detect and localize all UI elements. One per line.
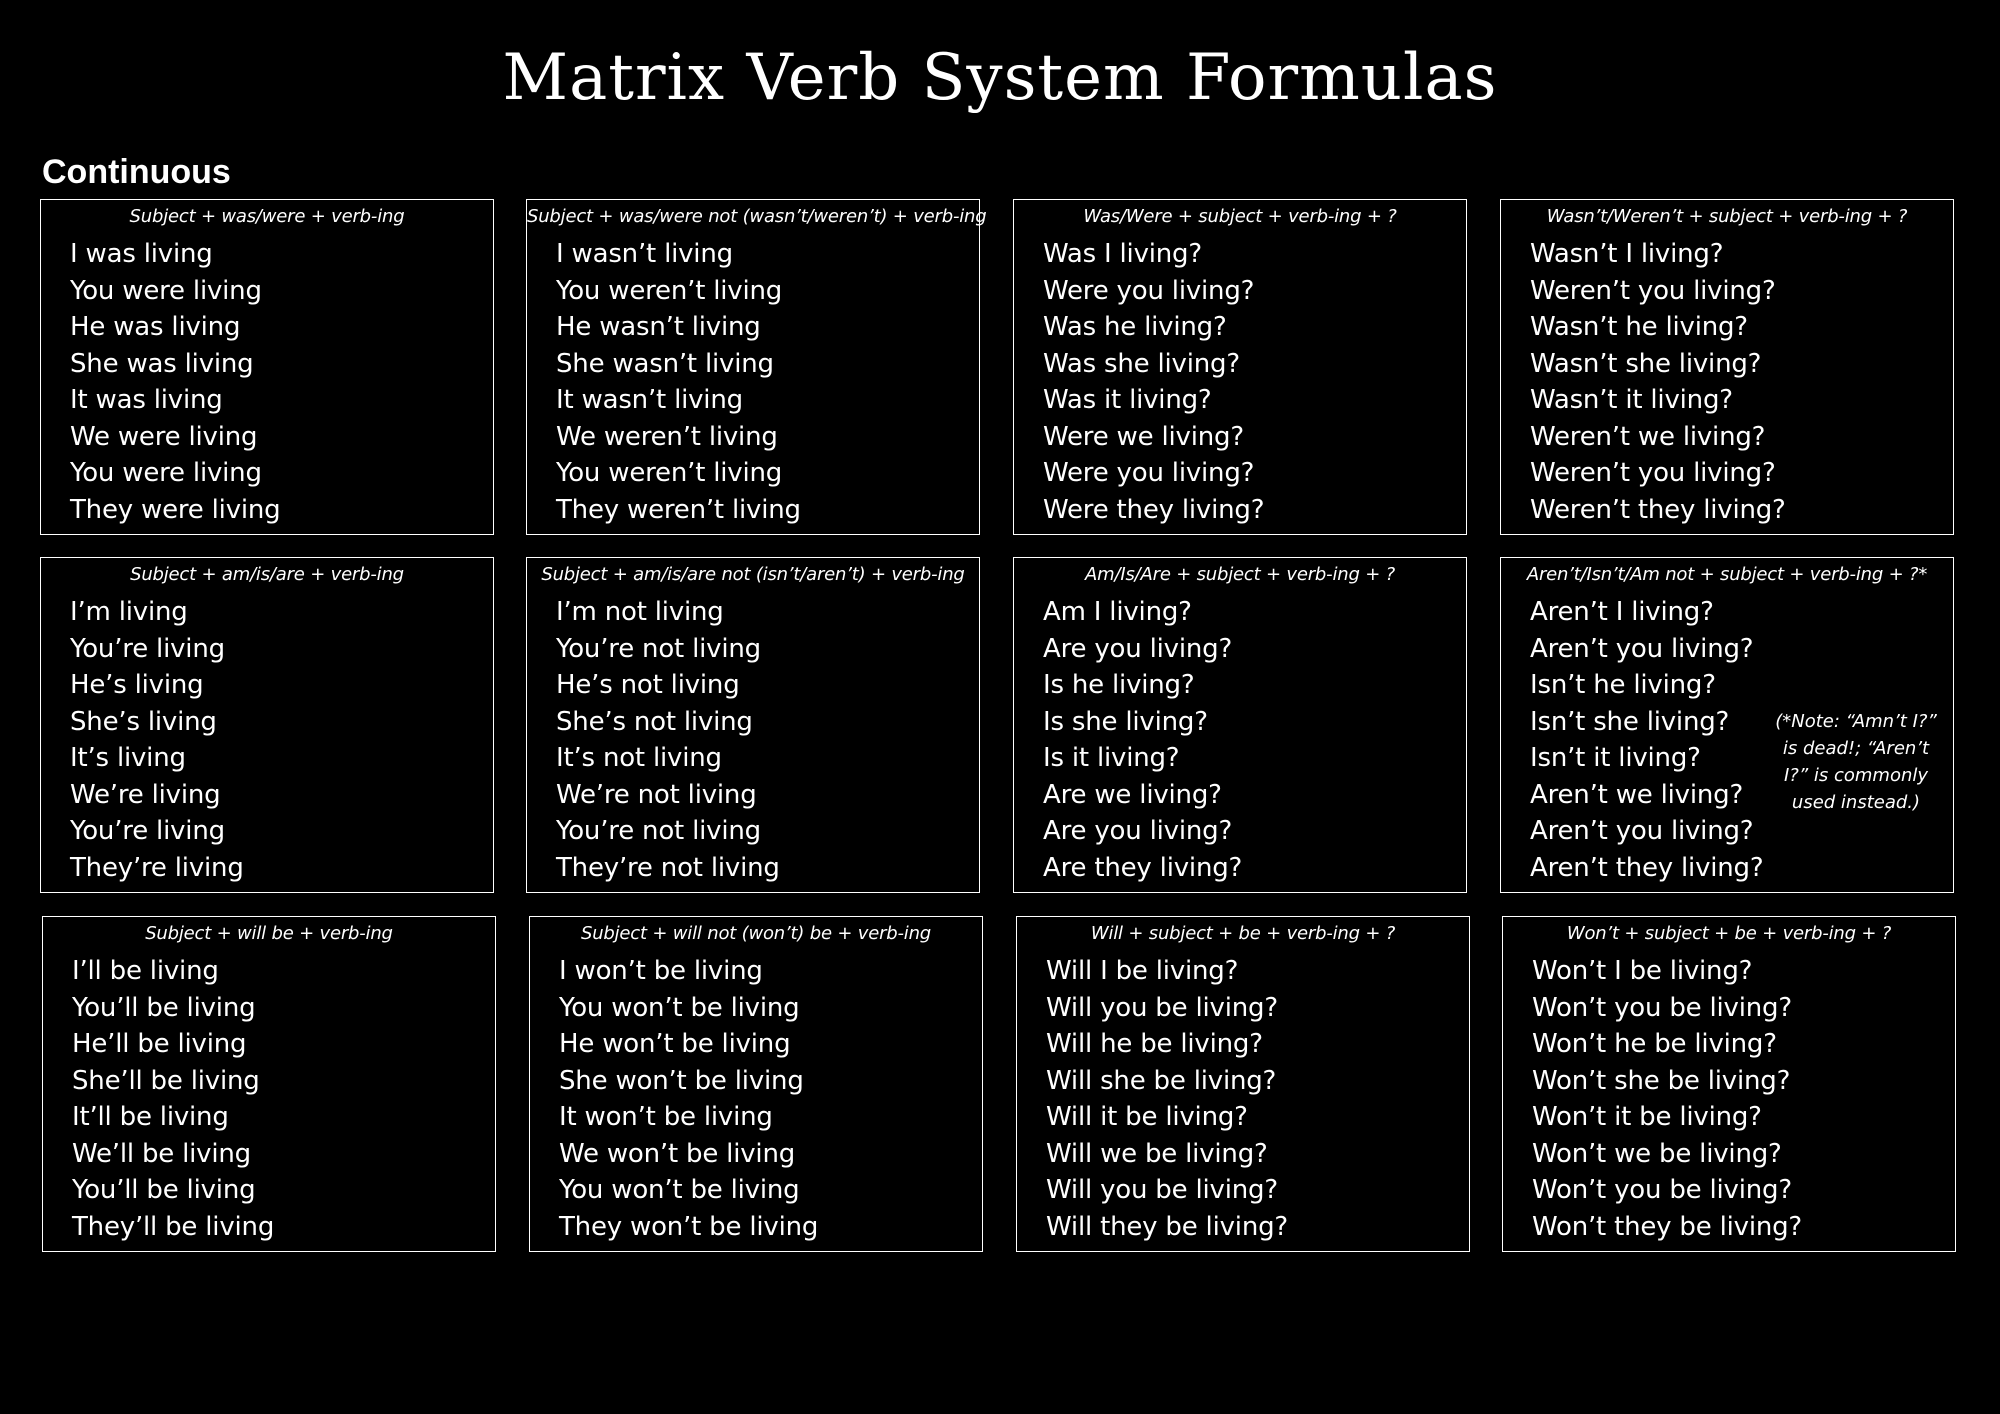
conjugation-line: Won’t I be living? — [1532, 956, 1753, 986]
conjugation-line: Is it living? — [1043, 743, 1180, 773]
conjugation-line: Are they living? — [1043, 852, 1243, 883]
formula-box-past-negative — [526, 199, 987, 535]
conjugation-line: She wasn’t living — [556, 348, 774, 379]
conjugation-line: We’re not living — [556, 779, 757, 810]
formula-label: Aren’t/Isn’t/Am not + subject + verb-ing + ?* — [1526, 564, 1928, 585]
conjugation-line: Weren’t we living? — [1530, 421, 1766, 452]
formula-label: Subject + was/were + verb-ing — [129, 206, 405, 227]
conjugation-line: You’ll be living — [72, 992, 256, 1023]
conjugation-line: I won’t be living — [559, 956, 763, 986]
conjugation-line: Is she living? — [1043, 706, 1208, 737]
conjugation-line: We weren’t living — [556, 421, 778, 452]
conjugation-line: They won’t be living — [559, 1211, 819, 1242]
conjugation-line: We were living — [70, 421, 258, 452]
conjugation-line: Wasn’t she living? — [1530, 348, 1762, 379]
conjugation-line: You weren’t living — [556, 275, 783, 306]
conjugation-line: Won’t she be living? — [1532, 1065, 1791, 1096]
conjugation-line: Aren’t we living? — [1530, 779, 1744, 810]
conjugation-line: Weren’t you living? — [1530, 458, 1776, 488]
formula-box-future-negative-question — [1502, 916, 1956, 1252]
conjugation-line: It’s living — [70, 743, 186, 773]
conjugation-line: Wasn’t he living? — [1530, 312, 1748, 342]
conjugation-line: You’ll be living — [72, 1175, 256, 1205]
formula-label: Will + subject + be + verb-ing + ? — [1090, 923, 1396, 944]
conjugation-list — [556, 236, 801, 528]
conjugation-list — [70, 594, 244, 886]
conjugation-line: Won’t you be living? — [1532, 992, 1792, 1023]
conjugation-list — [1046, 953, 1288, 1245]
conjugation-line: Weren’t you living? — [1530, 275, 1776, 306]
conjugation-line: You’re living — [70, 816, 225, 846]
conjugation-line: They’ll be living — [72, 1211, 275, 1242]
conjugation-line: Weren’t they living? — [1530, 494, 1786, 525]
conjugation-line: Will I be living? — [1046, 956, 1239, 986]
formula-label: Subject + am/is/are not (isn’t/aren’t) + verb-ing — [541, 564, 965, 585]
conjugation-line: You weren’t living — [556, 458, 783, 488]
formula-label: Won’t + subject + be + verb-ing + ? — [1566, 923, 1892, 944]
conjugation-line: Was I living? — [1043, 239, 1202, 269]
formula-label: Subject + was/were not (wasn’t/weren’t) + verb-ing — [527, 206, 987, 227]
conjugation-line: Won’t it be living? — [1532, 1102, 1762, 1132]
conjugation-line: Was it living? — [1043, 385, 1212, 415]
formula-label: Subject + am/is/are + verb-ing — [130, 564, 404, 585]
conjugation-line: I wasn’t living — [556, 239, 733, 269]
formula-box-past-affirmative — [40, 199, 494, 535]
conjugation-line: Will he be living? — [1046, 1029, 1263, 1059]
conjugation-line: Aren’t you living? — [1530, 816, 1754, 846]
conjugation-line: Aren’t they living? — [1530, 852, 1764, 883]
conjugation-line: Are you living? — [1043, 816, 1233, 846]
formula-box-future-question — [1016, 916, 1470, 1252]
conjugation-line: Isn’t she living? — [1530, 706, 1730, 737]
conjugation-line: You’re not living — [556, 633, 761, 664]
conjugation-line: We’re living — [70, 779, 221, 810]
conjugation-line: Isn’t it living? — [1530, 743, 1701, 773]
conjugation-line: Will you be living? — [1046, 1175, 1278, 1205]
conjugation-line: She’ll be living — [72, 1065, 260, 1096]
formula-label: Was/Were + subject + verb-ing + ? — [1083, 206, 1397, 227]
conjugation-line: You won’t be living — [559, 1175, 800, 1205]
conjugation-line: I’ll be living — [72, 956, 219, 986]
conjugation-line: Were you living? — [1043, 275, 1255, 306]
conjugation-line: They’re living — [70, 852, 244, 883]
conjugation-line: Will she be living? — [1046, 1065, 1277, 1096]
conjugation-line: They’re not living — [556, 852, 780, 883]
formula-box-past-question — [1013, 199, 1467, 535]
conjugation-line: Will it be living? — [1046, 1102, 1248, 1132]
conjugation-line: He’s living — [70, 670, 204, 700]
conjugation-list — [1530, 594, 1763, 886]
conjugation-line: Will you be living? — [1046, 992, 1278, 1023]
formula-box-present-affirmative — [40, 557, 494, 893]
conjugation-line: Are you living? — [1043, 633, 1233, 664]
conjugation-line: It won’t be living — [559, 1102, 773, 1132]
formula-label: Am/Is/Are + subject + verb-ing + ? — [1085, 564, 1395, 585]
conjugation-line: I’m not living — [556, 597, 724, 627]
conjugation-line: She’s living — [70, 706, 217, 737]
conjugation-line: She won’t be living — [559, 1065, 804, 1096]
conjugation-line: Isn’t he living? — [1530, 670, 1716, 700]
conjugation-line: You were living — [70, 458, 262, 488]
conjugation-line: She was living — [70, 348, 254, 379]
formula-box-present-negative — [526, 557, 980, 893]
conjugation-line: It’s not living — [556, 743, 722, 773]
conjugation-list — [1043, 594, 1242, 886]
conjugation-line: Were they living? — [1043, 494, 1265, 525]
formula-box-present-question — [1013, 557, 1467, 893]
conjugation-line: It’ll be living — [72, 1102, 229, 1132]
formula-label: Subject + will not (won’t) be + verb-ing — [580, 923, 932, 944]
conjugation-line: Won’t he be living? — [1532, 1029, 1777, 1059]
conjugation-line: Are we living? — [1043, 779, 1222, 810]
conjugation-line: Is he living? — [1043, 670, 1195, 700]
conjugation-line: She’s not living — [556, 706, 753, 737]
conjugation-line: Wasn’t it living? — [1530, 385, 1733, 415]
conjugation-line: He was living — [70, 312, 241, 342]
page-title: Matrix Verb System Formulas — [502, 41, 1498, 115]
conjugation-line: They were living — [70, 494, 281, 525]
conjugation-line: Was she living? — [1043, 348, 1240, 379]
formula-box-present-negative-question — [1500, 557, 1954, 893]
conjugation-line: Were you living? — [1043, 458, 1255, 488]
conjugation-list — [556, 594, 780, 886]
conjugation-line: He’ll be living — [72, 1029, 247, 1059]
conjugation-line: You’re living — [70, 633, 225, 664]
conjugation-line: You were living — [70, 275, 262, 306]
conjugation-line: Aren’t you living? — [1530, 633, 1754, 664]
conjugation-line: We won’t be living — [559, 1138, 796, 1169]
formula-label: Subject + will be + verb-ing — [145, 923, 393, 944]
conjugation-line: Won’t they be living? — [1532, 1211, 1803, 1242]
formula-box-future-affirmative — [42, 916, 496, 1252]
conjugation-list — [1043, 236, 1264, 528]
conjugation-line: He’s not living — [556, 670, 740, 700]
conjugation-line: Were we living? — [1043, 421, 1244, 452]
conjugation-line: Aren’t I living? — [1530, 597, 1714, 627]
conjugation-line: He won’t be living — [559, 1029, 791, 1059]
conjugation-line: Was he living? — [1043, 312, 1227, 342]
formula-label: Wasn’t/Weren’t + subject + verb-ing + ? — [1546, 206, 1908, 227]
conjugation-line: Wasn’t I living? — [1530, 239, 1724, 269]
conjugation-line: Will we be living? — [1046, 1138, 1268, 1169]
formula-box-past-negative-question — [1500, 199, 1954, 535]
conjugation-line: I’m living — [70, 597, 188, 627]
conjugation-list — [559, 953, 818, 1245]
conjugation-line: Will they be living? — [1046, 1211, 1288, 1242]
conjugation-line: They weren’t living — [556, 494, 801, 525]
conjugation-list — [1532, 953, 1802, 1245]
conjugation-list — [70, 236, 281, 528]
section-heading: Continuous — [42, 153, 231, 191]
conjugation-line: Am I living? — [1043, 597, 1192, 627]
conjugation-line: You’re not living — [556, 816, 761, 846]
conjugation-line: It wasn’t living — [556, 385, 743, 415]
conjugation-line: We’ll be living — [72, 1138, 251, 1169]
conjugation-line: Won’t you be living? — [1532, 1175, 1792, 1205]
conjugation-list — [72, 953, 274, 1245]
conjugation-list — [1530, 236, 1786, 528]
conjugation-line: I was living — [70, 239, 213, 269]
conjugation-line: You won’t be living — [559, 992, 800, 1023]
conjugation-line: He wasn’t living — [556, 312, 761, 342]
conjugation-line: It was living — [70, 385, 223, 415]
footnote: (*Note: “Amn’t I?” is dead!; “Aren’t I?” is commonly used instead.) — [1775, 711, 1937, 813]
conjugation-line: Won’t we be living? — [1532, 1138, 1782, 1169]
formula-box-future-negative — [529, 916, 983, 1252]
